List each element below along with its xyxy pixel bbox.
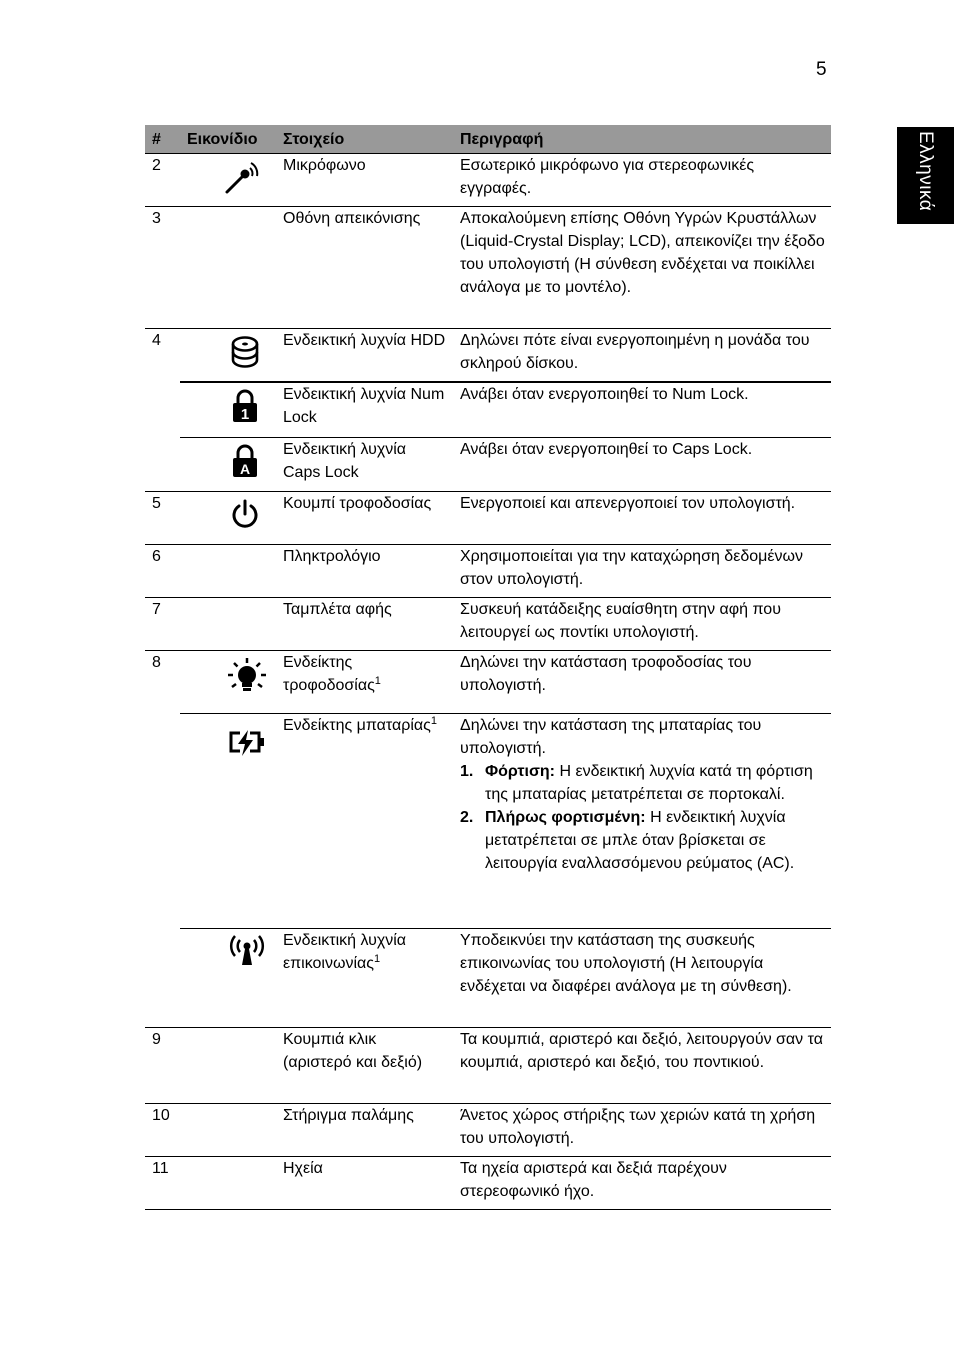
- row-number: [145, 928, 180, 1027]
- table-row: [145, 713, 831, 928]
- row-number: 5: [145, 491, 180, 544]
- svg-text:1: 1: [240, 406, 250, 423]
- item-name-text: Ενδείκτης τροφοδοσίας: [283, 653, 375, 694]
- item-name: Ενδεικτική λυχνία Num Lock: [276, 382, 453, 437]
- list-text: Η ενδεικτική λυχνία κατά τη φόρτιση της μπαταρίας μετατρέπεται σε πορτοκαλί.: [485, 762, 813, 803]
- icon-cell: [180, 154, 276, 207]
- item-description: [453, 713, 831, 928]
- table-row: [145, 491, 831, 544]
- item-description: Χρησιμοποιείται για την καταχώρηση δεδομένων στον υπολογιστή.: [453, 544, 831, 597]
- component-table: [145, 125, 831, 1210]
- page-number: 5: [816, 59, 827, 80]
- row-number: 2: [145, 154, 180, 207]
- row-number: 11: [145, 1156, 180, 1209]
- microphone-icon: [180, 160, 276, 196]
- table-row: [145, 1103, 831, 1156]
- footnote-marker: 1: [374, 674, 381, 687]
- language-side-tab: [897, 127, 954, 224]
- table-row: [145, 207, 831, 329]
- table-row: [145, 544, 831, 597]
- list-item: [460, 760, 825, 806]
- item-description: Άνετος χώρος στήριξης των χεριών κατά τη χρήση του υπολογιστή.: [453, 1103, 831, 1156]
- table-row: [145, 597, 831, 650]
- item-name: Ηχεία: [276, 1156, 453, 1209]
- icon-cell: [180, 1027, 276, 1103]
- icon-cell: [180, 1103, 276, 1156]
- icon-cell: [180, 650, 276, 713]
- row-number: 7: [145, 597, 180, 650]
- row-number: [145, 713, 180, 928]
- item-description: Ενεργοποιεί και απενεργοποιεί τον υπολογιστή.: [453, 491, 831, 544]
- icon-cell: [180, 1156, 276, 1209]
- battery-status-list: [460, 760, 825, 875]
- item-name: [276, 650, 453, 713]
- icon-cell: [180, 382, 276, 437]
- row-number: 3: [145, 207, 180, 329]
- list-item: [460, 806, 825, 875]
- item-name: Οθόνη απεικόνισης: [276, 207, 453, 329]
- row-number: [145, 382, 180, 437]
- icon-cell: [180, 713, 276, 928]
- item-name: [276, 713, 453, 928]
- table-row: [145, 1156, 831, 1209]
- table-row: [145, 329, 831, 383]
- icon-cell: [180, 928, 276, 1027]
- item-name-text: Ενδείκτης μπαταρίας: [283, 716, 431, 734]
- item-description: Τα κουμπιά, αριστερό και δεξιό, λειτουργούν σαν τα κουμπιά, αριστερό και δεξιό, του ποντικιού.: [453, 1027, 831, 1103]
- power-icon: [180, 498, 276, 530]
- table-row: [145, 928, 831, 1027]
- item-description: Τα ηχεία αριστερά και δεξιά παρέχουν στερεοφωνικό ήχο.: [453, 1156, 831, 1209]
- table-row: [145, 437, 831, 491]
- item-description: Δηλώνει πότε είναι ενεργοποιημένη η μονάδα του σκληρού δίσκου.: [453, 329, 831, 383]
- item-description: Υποδεικνύει την κατάσταση της συσκευής επικοινωνίας του υπολογιστή (Η λειτουργία ενδέχεται να διαφέρει ανάλογα με τη σύνθεση).: [453, 928, 831, 1027]
- battery-indicator-icon: [180, 728, 276, 758]
- list-marker: 2.: [460, 808, 474, 826]
- table-row: [145, 382, 831, 437]
- item-description: Εσωτερικό μικρόφωνο για στερεοφωνικές εγγραφές.: [453, 154, 831, 207]
- item-description: Ανάβει όταν ενεργοποιηθεί το Caps Lock.: [453, 437, 831, 491]
- item-name: Στήριγμα παλάμης: [276, 1103, 453, 1156]
- table-row: [145, 1027, 831, 1103]
- list-term: Φόρτιση:: [485, 762, 555, 780]
- num-lock-icon: [180, 389, 276, 423]
- row-number: 9: [145, 1027, 180, 1103]
- item-description: Αποκαλούμενη επίσης Οθόνη Υγρών Κρυστάλλων (Liquid-Crystal Display; LCD), απεικονίζει την έξοδο του υπολογιστή (Η σύνθεση ενδέχεται να ποικίλλει ανάλογα με το μοντέλο).: [453, 207, 831, 329]
- list-term: Πλήρως φορτισμένη:: [485, 808, 646, 826]
- row-number: [145, 437, 180, 491]
- row-number: 4: [145, 329, 180, 383]
- item-description: Συσκευή κατάδειξης ευαίσθητη στην αφή που λειτουργεί ως ποντίκι υπολογιστή.: [453, 597, 831, 650]
- icon-cell: [180, 207, 276, 329]
- svg-text:A: A: [239, 460, 251, 477]
- table-row: [145, 154, 831, 207]
- item-name: Ενδεικτική λυχνία HDD: [276, 329, 453, 383]
- icon-cell: [180, 544, 276, 597]
- icon-cell: [180, 329, 276, 383]
- item-description: Ανάβει όταν ενεργοποιηθεί το Num Lock.: [453, 382, 831, 437]
- row-number: 8: [145, 650, 180, 713]
- icon-cell: [180, 437, 276, 491]
- icon-cell: [180, 491, 276, 544]
- wireless-indicator-icon: [180, 935, 276, 967]
- power-indicator-icon: [180, 657, 276, 699]
- language-side-tab-label: Ελληνικά: [915, 131, 936, 212]
- item-name: Ταμπλέτα αφής: [276, 597, 453, 650]
- row-number: 10: [145, 1103, 180, 1156]
- header-icon: Εικονίδιο: [180, 125, 276, 154]
- row-number: 6: [145, 544, 180, 597]
- item-name: Ενδεικτική λυχνία Caps Lock: [276, 437, 453, 491]
- list-text: Η ενδεικτική λυχνία μετατρέπεται σε μπλε όταν βρίσκεται σε λειτουργία εναλλασσόμενου ρεύματος (AC).: [485, 808, 795, 872]
- item-name: Κουμπί τροφοδοσίας: [276, 491, 453, 544]
- hdd-icon: [180, 335, 276, 369]
- header-description: Περιγραφή: [453, 125, 831, 154]
- item-description: Δηλώνει την κατάσταση τροφοδοσίας του υπολογιστή.: [453, 650, 831, 713]
- footnote-marker: 1: [374, 952, 381, 965]
- header-item: Στοιχείο: [276, 125, 453, 154]
- item-name-text: Ενδεικτική λυχνία επικοινωνίας: [283, 931, 407, 972]
- item-name: Πληκτρολόγιο: [276, 544, 453, 597]
- icon-cell: [180, 597, 276, 650]
- table-header-row: [145, 125, 831, 154]
- item-name: [276, 928, 453, 1027]
- item-name: Κουμπιά κλικ (αριστερό και δεξιό): [276, 1027, 453, 1103]
- footnote-marker: 1: [430, 714, 438, 727]
- item-name: Μικρόφωνο: [276, 154, 453, 207]
- header-num: #: [145, 125, 180, 154]
- list-marker: 1.: [460, 762, 474, 780]
- caps-lock-icon: [180, 444, 276, 478]
- description-text: Δηλώνει την κατάσταση της μπαταρίας του υπολογιστή.: [460, 716, 762, 757]
- table-row: [145, 650, 831, 713]
